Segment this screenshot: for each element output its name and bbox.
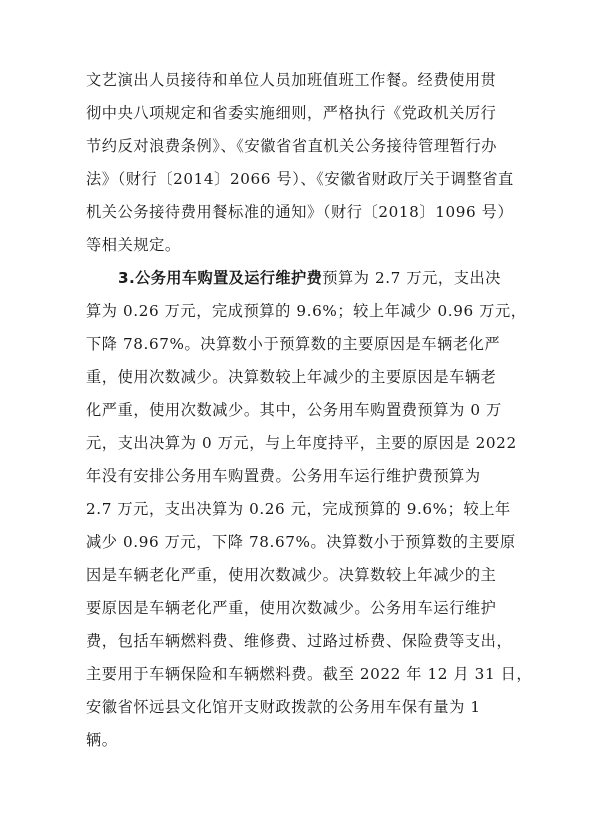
body-line: 要原因是车辆老化严重，使用次数减少。公务用车运行维护	[86, 599, 497, 617]
body-line: 减少 0.96 万元，下降 78.67%。决算数小于预算数的主要原	[86, 533, 516, 551]
body-line: 彻中央八项规定和省委实施细则，严格执行《党政机关厉行	[86, 104, 497, 122]
body-line: 化严重，使用次数减少。其中，公务用车购置费预算为 0 万	[86, 401, 502, 419]
body-line: 主要用于车辆保险和车辆燃料费。截至 2022 年 12 月 31 日，	[86, 665, 533, 683]
body-line: 下降 78.67%。决算数小于预算数的主要原因是车辆老化严	[86, 335, 501, 353]
body-line: 节约反对浪费条例》、《安徽省省直机关公务接待管理暂行办	[86, 137, 498, 155]
body-line: 安徽省怀远县文化馆开支财政拨款的公务用车保有量为 1	[86, 698, 481, 716]
body-line: 因是车辆老化严重，使用次数减少。决算数较上年减少的主	[86, 566, 497, 584]
body-text: 预算为 2.7 万元，支出决	[322, 269, 502, 287]
body-line: 2.7 万元，支出决算为 0.26 元，完成预算的 9.6%；较上年	[86, 500, 511, 518]
body-line: 元，支出决算为 0 万元，与上年度持平，主要的原因是 2022	[86, 434, 517, 452]
body-line: 辆。	[86, 731, 118, 749]
body-line: 重，使用次数减少。决算数较上年减少的主要原因是车辆老	[86, 368, 497, 386]
section-3-heading: 3.公务用车购置及运行维护费	[118, 269, 323, 287]
body-line: 法》（财行〔2014〕2066 号）、《安徽省财政厅关于调整省直	[86, 170, 514, 188]
body-line: 文艺演出人员接待和单位人员加班值班工作餐。经费使用贯	[86, 71, 497, 89]
body-line: 等相关规定。	[86, 236, 181, 254]
body-line: 机关公务接待费用餐标准的通知》（财行〔2018〕1096 号）	[86, 203, 514, 221]
body-line: 费，包括车辆燃料费、维修费、过路过桥费、保险费等支出，	[86, 632, 513, 650]
body-line: 算为 0.26 万元，完成预算的 9.6%；较上年减少 0.96 万元，	[86, 302, 527, 320]
section-3-first-line	[118, 268, 506, 288]
body-line: 年没有安排公务用车购置费。公务用车运行维护费预算为	[86, 467, 481, 485]
